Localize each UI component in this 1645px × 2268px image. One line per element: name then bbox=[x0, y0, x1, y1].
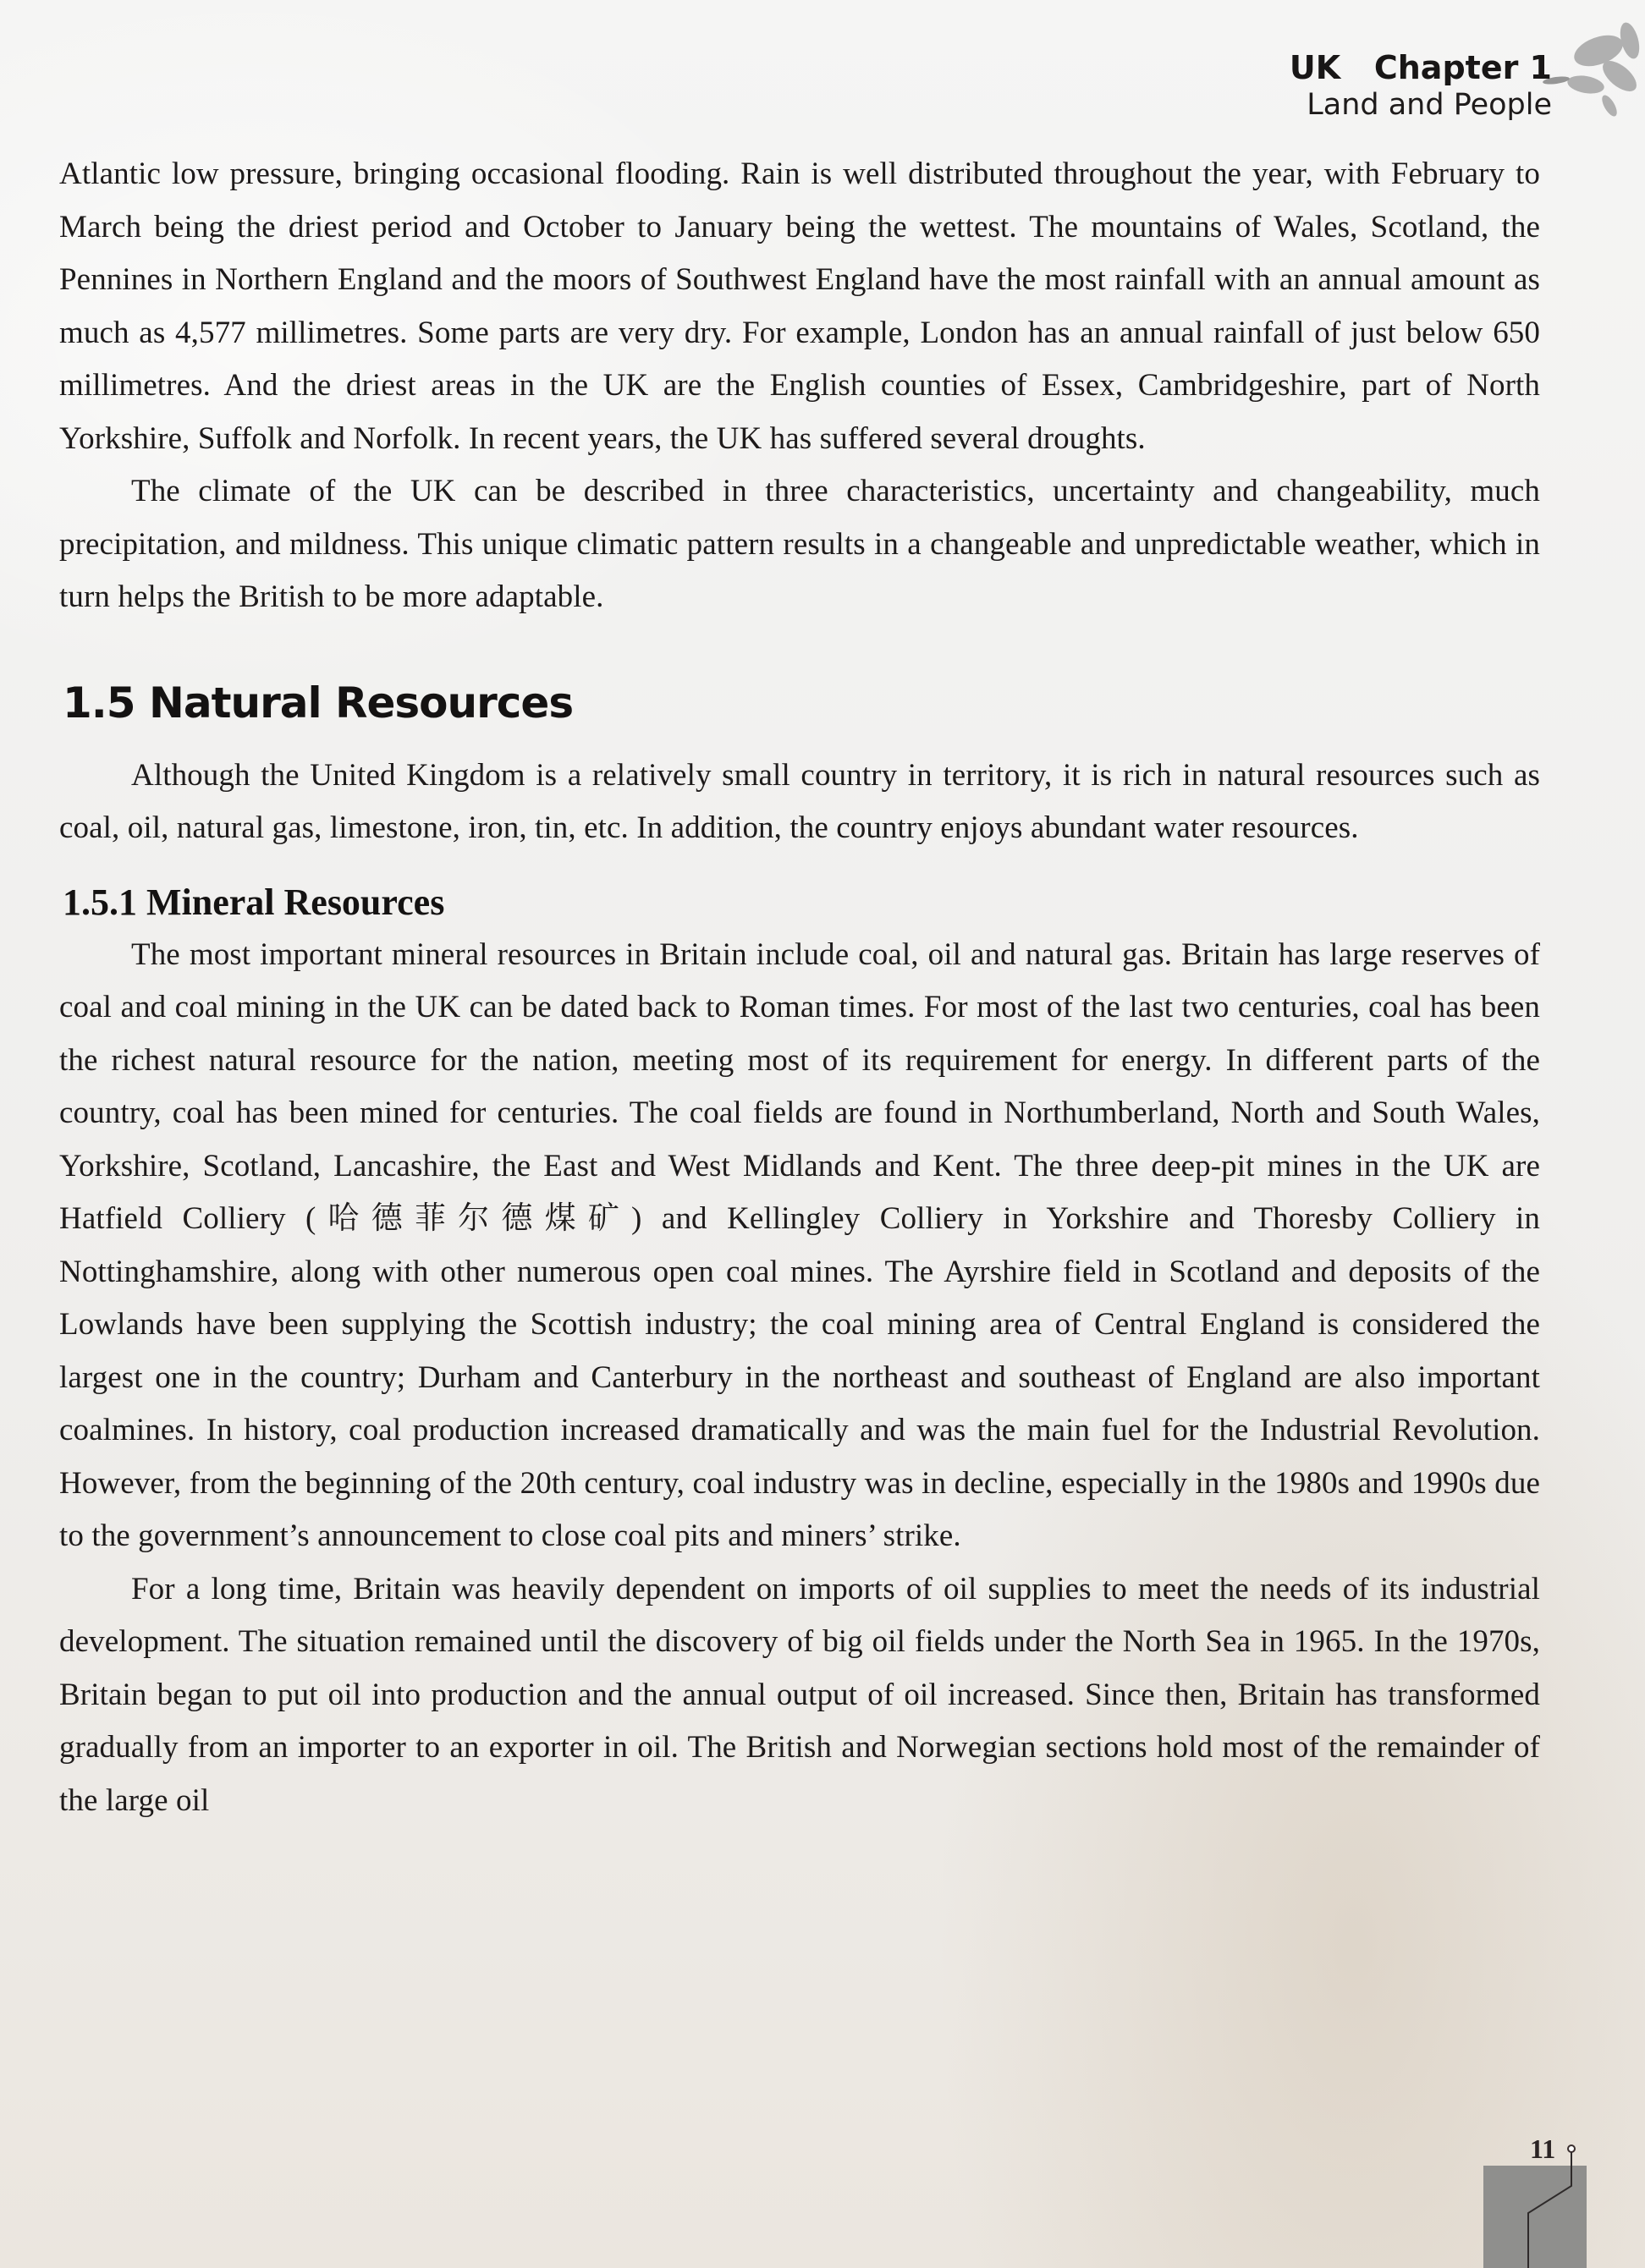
page-number: 11 bbox=[1530, 2133, 1556, 2164]
chapter-subtitle: Land and People bbox=[1307, 88, 1552, 122]
paragraph-coal: The most important mineral resources in Britain include coal, oil and natural gas. Britain has large reserves of coal and coal mining in the UK can be dated back to Roman times. For most of the last two centuries, coal has been the richest natural resource for the nation, meeting most of its requirement for energy. In different parts of the country, coal has been mined for centuries. The coal fields are found in Northumberland, North and South Wales, Yorkshire, Scotland, Lancashire, the East and West Midlands and Kent. The three deep-pit mines in the UK are Hatfield Colliery (哈德菲尔德煤矿) and Kellingley Colliery in Yorkshire and Thoresby Colliery in Nottinghamshire, along with other numerous open coal mines. The Ayrshire field in Scotland and deposits of the Lowlands have been supplying the Scottish industry; the coal mining area of Central England is considered the largest one in the country; Durham and Canterbury in the northeast and southeast of England are also important coalmines. In history, coal production increased dramatically and was the main fuel for the Industrial Revolution. However, from the beginning of the 20th century, coal industry was in decline, especially in the 1980s and 1990s due to the government’s announcement to close coal pits and miners’ strike. bbox=[59, 936, 1540, 1553]
running-head bbox=[1290, 49, 1552, 122]
section-heading-natural-resources: 1.5 Natural Resources bbox=[63, 678, 574, 728]
corner-line-ornament-icon bbox=[1455, 2098, 1645, 2268]
paragraph-natural-resources-intro: Although the United Kingdom is a relatively small country in territory, it is rich in natural resources such as coal, oil, natural gas, limestone, iron, tin, etc. In addition, the country enjoys abundant water resources. bbox=[59, 757, 1540, 845]
paragraph-climate-characteristics: The climate of the UK can be described in three characteristics, uncertainty and changeability, much precipitation, and mildness. This unique climatic pattern results in a changeable and unpredictable weather, which in turn helps the British to be more adaptable. bbox=[59, 474, 1540, 614]
paragraph-oil: For a long time, Britain was heavily dependent on imports of oil supplies to meet the needs of its industrial development. The situation remained until the discovery of big oil fields under the North Sea in 1965. In the 1970s, Britain began to put oil into production and the annual output of oil increased. Since then, Britain has transformed gradually from an importer to an exporter in oil. The British and Norwegian sections hold most of the remainder of the large oil bbox=[59, 1571, 1540, 1818]
page-content bbox=[59, 148, 1540, 1827]
chapter-label: UK Chapter 1 bbox=[1289, 49, 1552, 86]
subsection-heading-mineral-resources: 1.5.1 Mineral Resources bbox=[63, 881, 445, 923]
paragraph-climate-rainfall: Atlantic low pressure, bringing occasional flooding. Rain is well distributed throughout the year, with February to March being the driest period and October to January being the wettest. The mountains of Wales, Scotland, the Pennines in Northern England and the moors of Southwest England have the most rainfall with an annual amount as much as 4,577 millimetres. Some parts are very dry. For example, London has an annual rainfall of just below 650 millimetres. And the driest areas in the UK are the English counties of Essex, Cambridgeshire, part of North Yorkshire, Suffolk and Norfolk. In recent years, the UK has suffered several droughts. bbox=[59, 157, 1540, 456]
